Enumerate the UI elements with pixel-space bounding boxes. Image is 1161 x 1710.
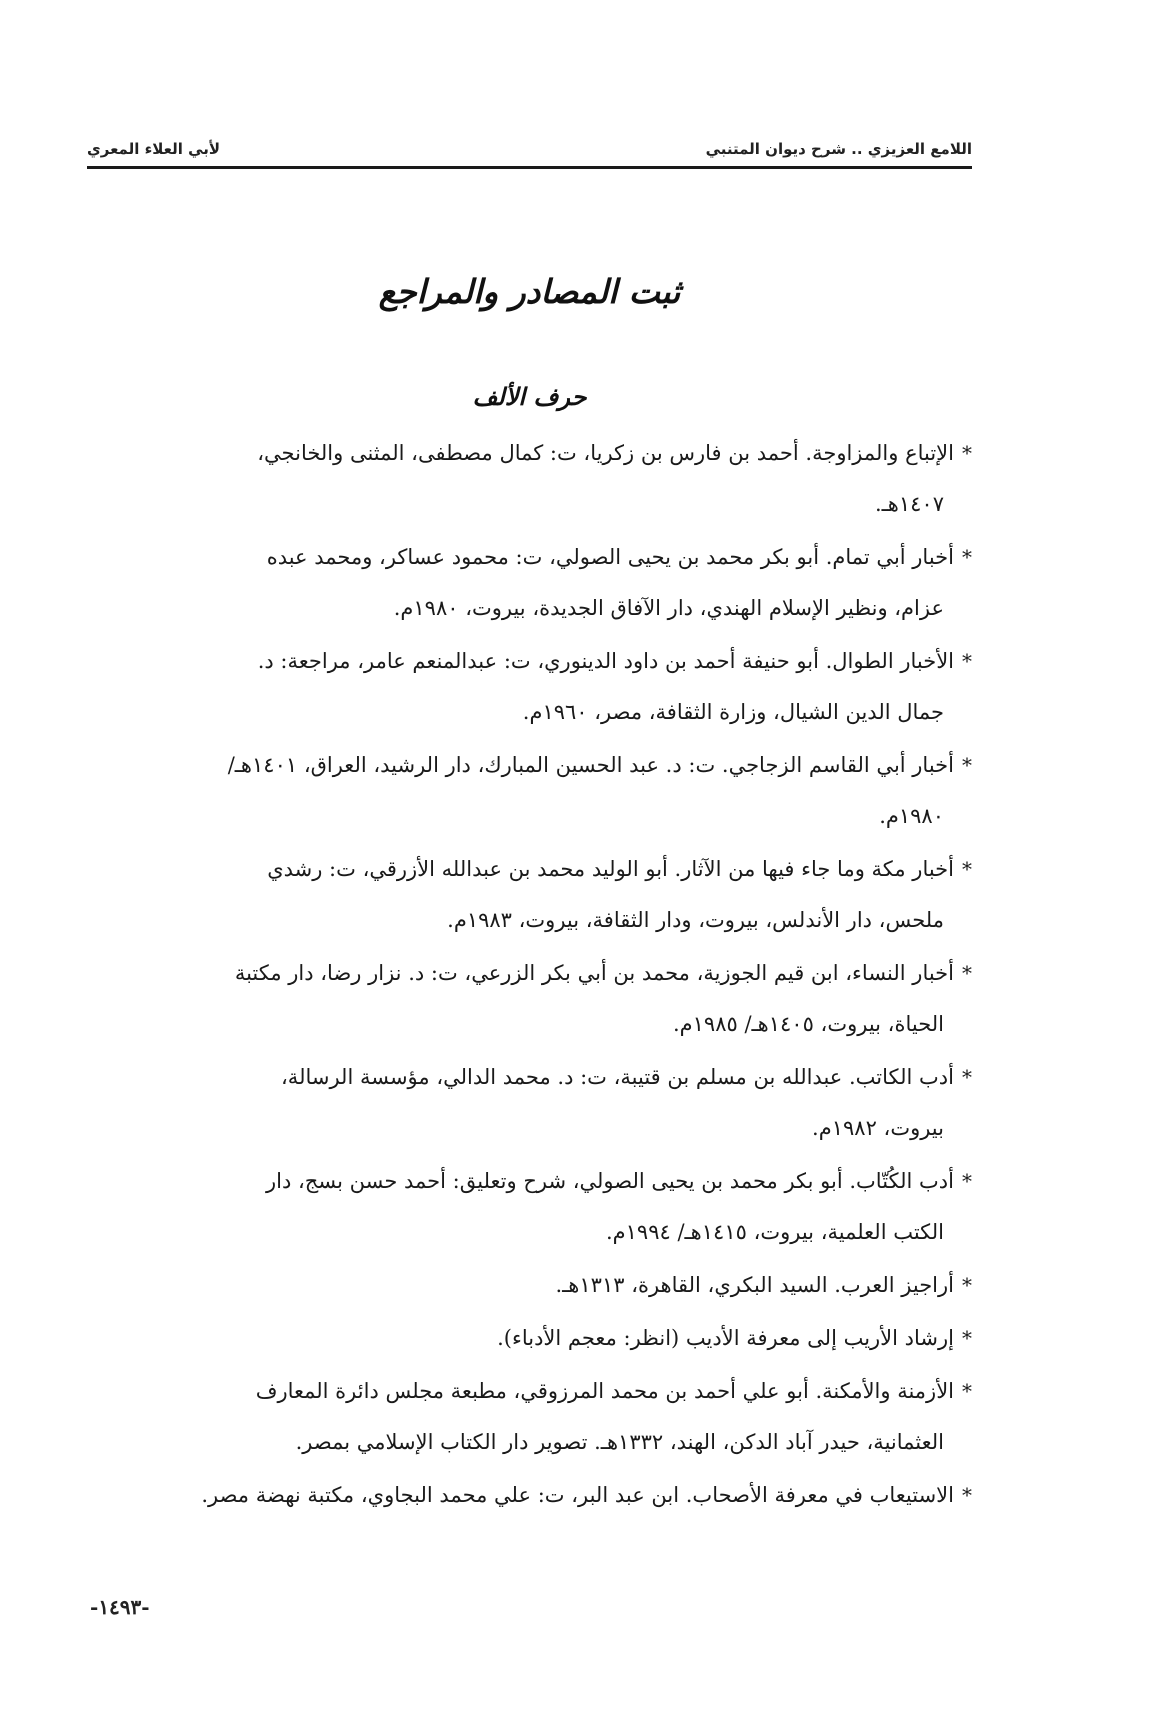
bullet-asterisk: * xyxy=(962,753,972,777)
bibliography-entry xyxy=(87,1313,972,1364)
bibliography-entry xyxy=(87,1156,972,1258)
bullet-asterisk: * xyxy=(962,1483,972,1507)
bibliography-list xyxy=(87,428,972,1523)
entry-continuation: جمال الدين الشيال، وزارة الثقافة، مصر، ١٩٦٠م. xyxy=(522,700,944,724)
bibliography-entry xyxy=(87,1366,972,1468)
header-rule xyxy=(87,166,972,169)
bibliography-entry xyxy=(87,844,972,946)
entry-continuation: ١٩٨٠م. xyxy=(879,804,944,828)
bullet-asterisk: * xyxy=(962,857,972,881)
entry-text: أخبار أبي تمام. أبو بكر محمد بن يحيى الصولي، ت: محمود عساكر، ومحمد عبده xyxy=(266,545,954,569)
bullet-asterisk: * xyxy=(962,1326,972,1350)
running-head-author: لأبي العلاء المعري xyxy=(87,140,221,158)
bibliography-entry xyxy=(87,532,972,634)
entry-continuation: الكتب العلمية، بيروت، ١٤١٥هـ/ ١٩٩٤م. xyxy=(605,1220,944,1244)
bibliography-entry xyxy=(87,948,972,1050)
entry-text: أراجيز العرب. السيد البكري، القاهرة، ١٣١٣هـ. xyxy=(555,1273,954,1297)
entry-continuation: العثمانية، حيدر آباد الدكن، الهند، ١٣٣٢هـ. تصوير دار الكتاب الإسلامي بمصر. xyxy=(295,1430,944,1454)
page-title: ثبت المصادر والمراجع xyxy=(378,272,681,311)
bibliography-entry xyxy=(87,1470,972,1521)
entry-text: الأزمنة والأمكنة. أبو علي أحمد بن محمد المرزوقي، مطبعة مجلس دائرة المعارف xyxy=(255,1379,954,1403)
entry-text: أخبار أبي القاسم الزجاجي. ت: د. عبد الحسين المبارك، دار الرشيد، العراق، ١٤٠١هـ/ xyxy=(227,753,954,777)
bullet-asterisk: * xyxy=(962,1379,972,1403)
entry-text: أدب الكاتب. عبدالله بن مسلم بن قتيبة، ت: د. محمد الدالي، مؤسسة الرسالة، xyxy=(281,1065,954,1089)
bibliography-entry xyxy=(87,1260,972,1311)
bullet-asterisk: * xyxy=(962,441,972,465)
bullet-asterisk: * xyxy=(962,1273,972,1297)
entry-text: أخبار النساء، ابن قيم الجوزية، محمد بن أبي بكر الزرعي، ت: د. نزار رضا، دار مكتبة xyxy=(234,961,954,985)
bullet-asterisk: * xyxy=(962,545,972,569)
entry-continuation: ملحس، دار الأندلس، بيروت، ودار الثقافة، بيروت، ١٩٨٣م. xyxy=(447,908,944,932)
entry-text: إرشاد الأريب إلى معرفة الأديب (انظر: معجم الأدباء). xyxy=(497,1326,954,1350)
entry-text: أخبار مكة وما جاء فيها من الآثار. أبو الوليد محمد بن عبدالله الأزرقي، ت: رشدي xyxy=(267,857,954,881)
bibliography-entry xyxy=(87,428,972,530)
entry-continuation: الحياة، بيروت، ١٤٠٥هـ/ ١٩٨٥م. xyxy=(672,1012,944,1036)
section-heading: حرف الألف xyxy=(472,382,587,411)
running-head xyxy=(87,128,972,158)
entry-text: أدب الكُتّاب. أبو بكر محمد بن يحيى الصولي، شرح وتعليق: أحمد حسن بسج، دار xyxy=(266,1169,954,1193)
bibliography-entry xyxy=(87,1052,972,1154)
bullet-asterisk: * xyxy=(962,1065,972,1089)
entry-continuation: ١٤٠٧هـ. xyxy=(874,492,944,516)
bullet-asterisk: * xyxy=(962,1169,972,1193)
page-number: -١٤٩٣- xyxy=(90,1595,150,1619)
entry-text: الأخبار الطوال. أبو حنيفة أحمد بن داود الدينوري، ت: عبدالمنعم عامر، مراجعة: د. xyxy=(257,649,954,673)
bibliography-entry xyxy=(87,636,972,738)
running-head-book-title: اللامع العزيزي .. شرح ديوان المتنبي xyxy=(705,140,972,158)
bullet-asterisk: * xyxy=(962,649,972,673)
entry-continuation: عزام، ونظير الإسلام الهندي، دار الآفاق الجديدة، بيروت، ١٩٨٠م. xyxy=(393,596,944,620)
entry-text: الإتباع والمزاوجة. أحمد بن فارس بن زكريا، ت: كمال مصطفى، المثنى والخانجي، xyxy=(257,441,954,465)
entry-text: الاستيعاب في معرفة الأصحاب. ابن عبد البر، ت: علي محمد البجاوي، مكتبة نهضة مصر. xyxy=(201,1483,954,1507)
entry-continuation: بيروت، ١٩٨٢م. xyxy=(812,1116,944,1140)
bullet-asterisk: * xyxy=(962,961,972,985)
bibliography-entry xyxy=(87,740,972,842)
